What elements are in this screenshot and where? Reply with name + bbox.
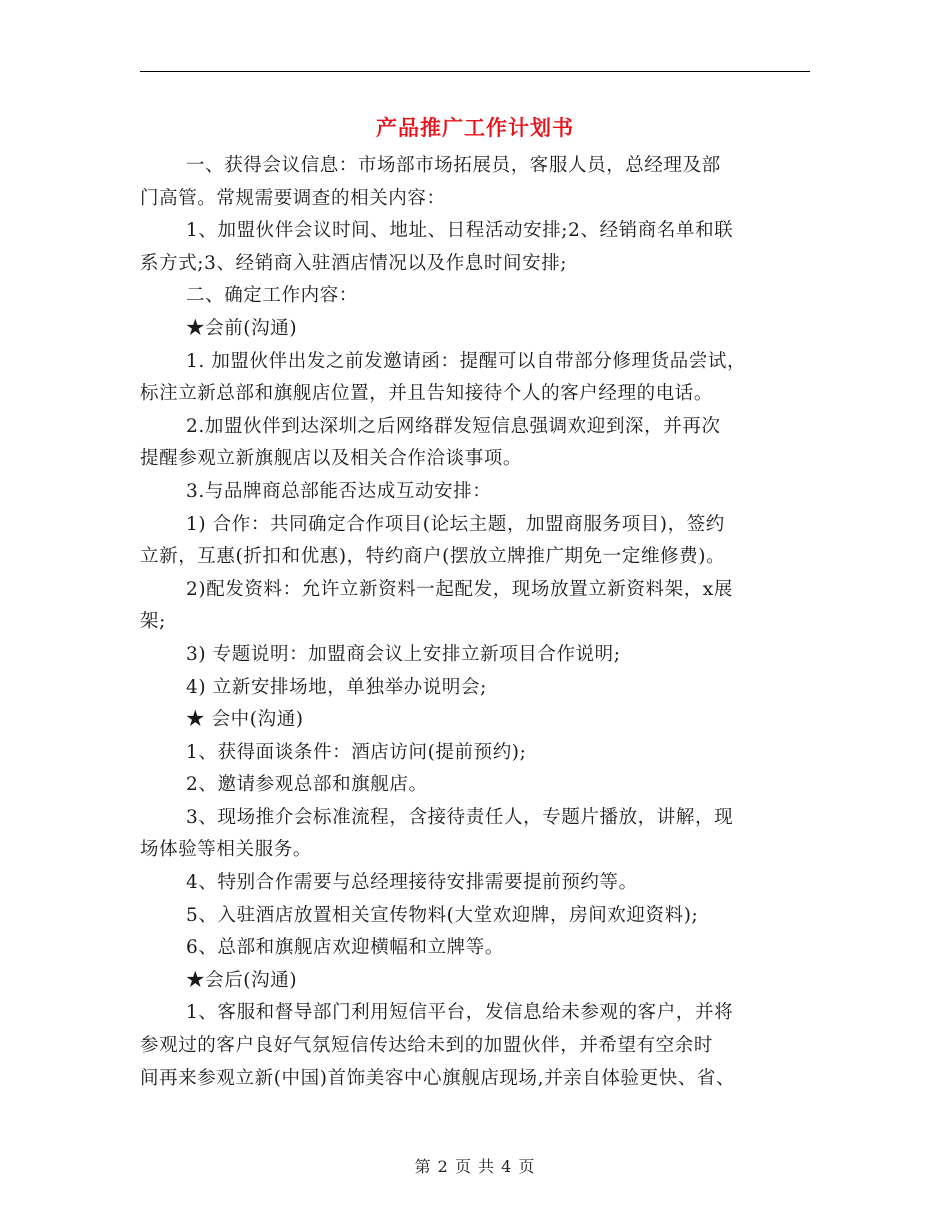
text-line: 一、获得会议信息：市场部市场拓展员，客服人员，总经理及部 (186, 155, 721, 176)
document-title: 产品推广工作计划书 (376, 115, 574, 140)
text-line: 1) 合作：共同确定合作项目(论坛主题，加盟商服务项目)，签约 (186, 513, 725, 535)
text-line: 架; (140, 611, 166, 633)
text-line: 5、入驻酒店放置相关宣传物料(大堂欢迎牌，房间欢迎资料); (186, 904, 699, 926)
body-text (140, 150, 820, 1095)
text-line: 2、邀请参观总部和旗舰店。 (186, 774, 428, 796)
page-number: 第 2 页 共 4 页 (414, 1157, 536, 1176)
text-line: 1、客服和督导部门利用短信平台，发信息给未参观的客户，并将 (186, 1002, 734, 1024)
text-line: 提醒参观立新旗舰店以及相关合作洽谈事项。 (140, 448, 523, 470)
text-line: 2.加盟伙伴到达深圳之后网络群发短信息强调欢迎到深，并再次 (186, 415, 721, 437)
text-line: 场体验等相关服务。 (140, 839, 312, 861)
text-line: 标注立新总部和旗舰店位置，并且告知接待个人的客户经理的电话。 (140, 383, 714, 405)
text-line: 4、特别合作需要与总经理接待安排需要提前预约等。 (186, 872, 638, 894)
text-line: 1、加盟伙伴会议时间、地址、日程活动安排;2、经销商名单和联 (186, 220, 734, 242)
header-rule (140, 71, 810, 72)
subsection-heading: ★ 会中(沟通) (186, 709, 304, 731)
text-line: 3) 专题说明：加盟商会议上安排立新项目合作说明; (186, 643, 621, 665)
text-line: 系方式;3、经销商入驻酒店情况以及作息时间安排; (140, 252, 568, 274)
text-line: 3、现场推介会标准流程，含接待责任人，专题片播放，讲解，现 (186, 806, 734, 828)
text-line: 2)配发资料：允许立新资料一起配发，现场放置立新资料架，x展 (186, 578, 733, 600)
text-line: 4) 立新安排场地，单独举办说明会; (186, 676, 487, 698)
text-line: 3.与品牌商总部能否达成互动安排： (186, 480, 492, 502)
text-line: 1. 加盟伙伴出发之前发邀请函：提醒可以自带部分修理货品尝试， (186, 350, 747, 372)
subsection-heading: ★会后(沟通) (186, 969, 298, 991)
section-heading: 二、确定工作内容： (186, 285, 358, 307)
text-line: 1、获得面谈条件：酒店访问(提前预约); (186, 741, 527, 763)
text-line: 立新，互惠(折扣和优惠)，特约商户(摆放立牌推广期免一定维修费)。 (140, 546, 726, 568)
subsection-heading: ★会前(沟通) (186, 317, 298, 339)
text-line: 参观过的客户良好气氛短信传达给未到的加盟伙伴，并希望有空余时 (140, 1035, 714, 1057)
document-body (140, 150, 820, 1095)
text-line: 6、总部和旗舰店欢迎横幅和立牌等。 (186, 937, 504, 959)
text-line: 门高管。常规需要调查的相关内容： (140, 187, 446, 209)
text-line: 间再来参观立新(中国)首饰美容中心旗舰店现场,并亲自体验更快、省、 (140, 1067, 736, 1089)
